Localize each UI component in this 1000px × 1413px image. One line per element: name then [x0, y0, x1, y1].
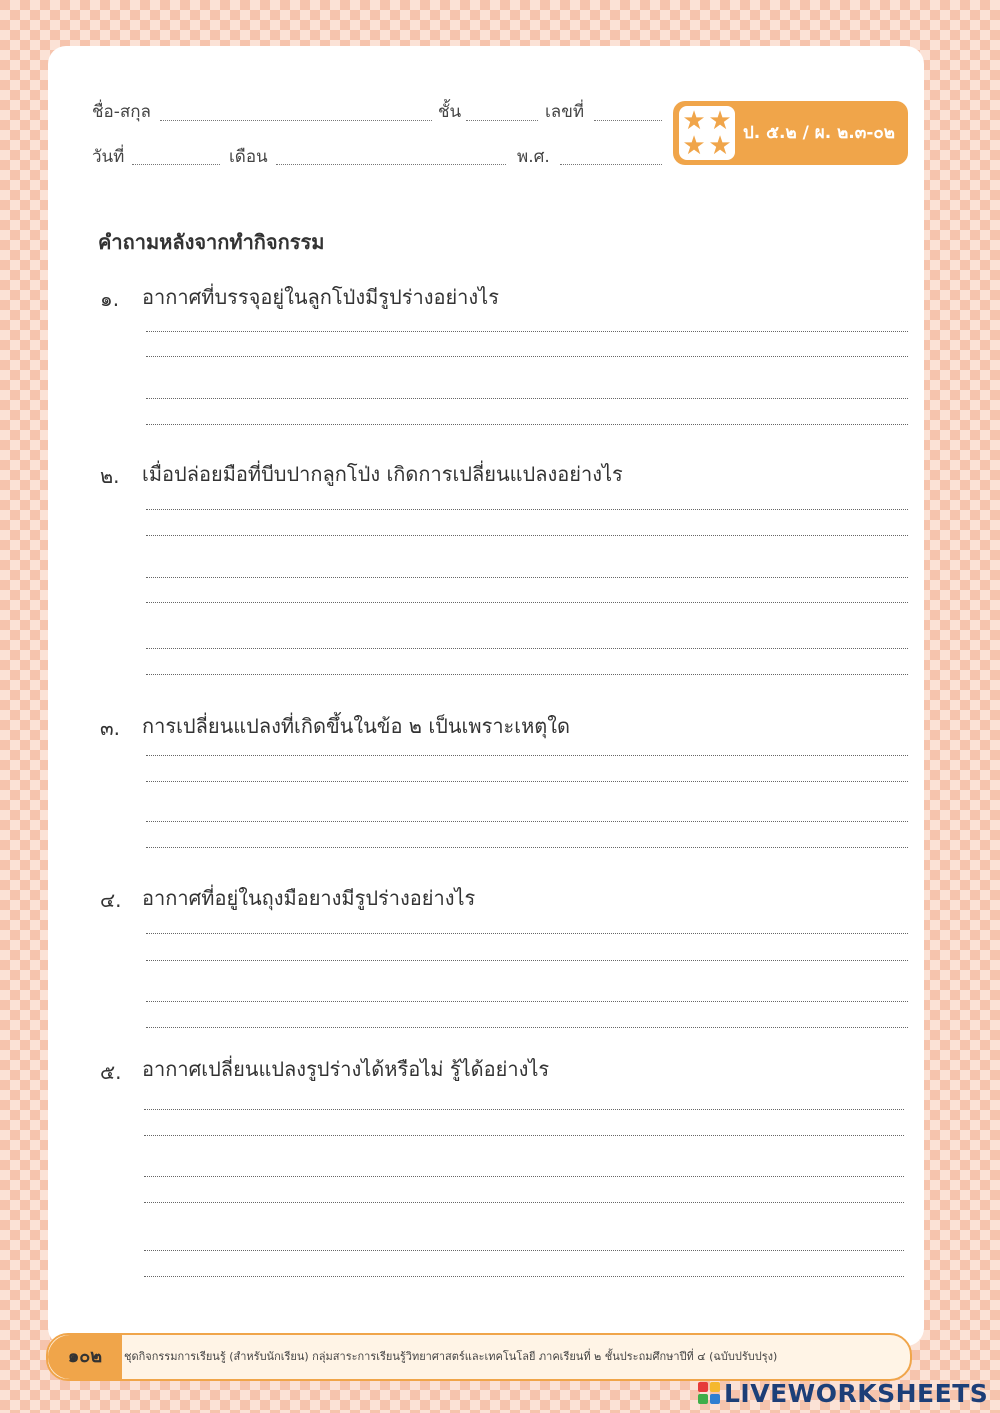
answer-line[interactable]: [146, 960, 908, 961]
question-text: อากาศเปลี่ยนแปลงรูปร่างได้หรือไม่ รู้ได้อย่างไร: [142, 1057, 550, 1081]
number-field[interactable]: [594, 120, 662, 121]
question-text: เมื่อปล่อยมือที่บีบปากลูกโป่ง เกิดการเปลี่ยนแปลงอย่างไร: [142, 462, 623, 486]
answer-line[interactable]: [146, 356, 908, 357]
question-number: ๔.: [100, 888, 122, 912]
level-badge: [673, 101, 908, 165]
month-label: เดือน: [229, 147, 268, 167]
liveworksheets-wordmark: LIVEWORKSHEETS: [724, 1379, 989, 1408]
answer-line[interactable]: [144, 1109, 904, 1110]
answer-line[interactable]: [146, 781, 908, 782]
badge-code: ป. ๕.๒ / ผ. ๒.๓-๐๒: [743, 123, 896, 143]
question-number: ๕.: [100, 1060, 122, 1084]
name-field[interactable]: [160, 120, 432, 121]
question-number: ๑.: [100, 287, 120, 311]
answer-line[interactable]: [146, 535, 908, 536]
question-number: ๒.: [100, 464, 120, 488]
question-text: อากาศที่อยู่ในถุงมือยางมีรูปร่างอย่างไร: [142, 886, 476, 910]
liveworksheets-logo: [698, 1379, 994, 1409]
answer-line[interactable]: [146, 398, 908, 399]
page-number: ๑๐๒: [48, 1335, 122, 1379]
question-number: ๓.: [100, 716, 121, 740]
answer-line[interactable]: [144, 1250, 904, 1251]
answer-line[interactable]: [146, 674, 908, 675]
answer-line[interactable]: [146, 509, 908, 510]
answer-line[interactable]: [146, 602, 908, 603]
star-icon: ★: [708, 106, 732, 136]
answer-line[interactable]: [144, 1276, 904, 1277]
star-icon: ★: [708, 131, 732, 160]
answer-line[interactable]: [146, 1027, 908, 1028]
answer-line[interactable]: [146, 577, 908, 578]
page-footer: [46, 1333, 912, 1381]
answer-line[interactable]: [146, 331, 908, 332]
answer-line[interactable]: [146, 821, 908, 822]
year-label: พ.ศ.: [517, 147, 550, 167]
day-field[interactable]: [132, 164, 220, 165]
question-text: การเปลี่ยนแปลงที่เกิดขึ้นในข้อ ๒ เป็นเพราะเหตุใด: [142, 714, 571, 738]
class-field[interactable]: [466, 120, 538, 121]
day-label: วันที่: [92, 147, 125, 167]
month-field[interactable]: [276, 164, 506, 165]
section-title: คำถามหลังจากทำกิจกรรม: [98, 230, 325, 254]
question-text: อากาศที่บรรจุอยู่ในลูกโป่งมีรูปร่างอย่างไร: [142, 285, 499, 309]
number-label: เลขที่: [545, 102, 585, 122]
star-icon: ★: [682, 131, 706, 160]
liveworksheets-icon: [698, 1382, 720, 1404]
class-label: ชั้น: [438, 102, 462, 122]
footer-text: ชุดกิจกรรมการเรียนรู้ (สำหรับนักเรียน) กลุ่มสาระการเรียนรู้วิทยาศาสตร์และเทคโนโลยี ภาคเรียนที่ ๒ ชั้นประถมศึกษาปีที่ ๔ (ฉบับปรับปรุง): [124, 1350, 778, 1363]
answer-line[interactable]: [146, 847, 908, 848]
answer-line[interactable]: [144, 1135, 904, 1136]
year-field[interactable]: [560, 164, 662, 165]
star-icon: ★: [682, 106, 706, 136]
answer-line[interactable]: [144, 1202, 904, 1203]
answer-line[interactable]: [146, 1001, 908, 1002]
name-label: ชื่อ-สกุล: [92, 102, 151, 122]
stars-box: [679, 106, 735, 160]
answer-line[interactable]: [146, 755, 908, 756]
answer-line[interactable]: [146, 648, 908, 649]
answer-line[interactable]: [144, 1176, 904, 1177]
answer-line[interactable]: [146, 424, 908, 425]
answer-line[interactable]: [146, 933, 908, 934]
